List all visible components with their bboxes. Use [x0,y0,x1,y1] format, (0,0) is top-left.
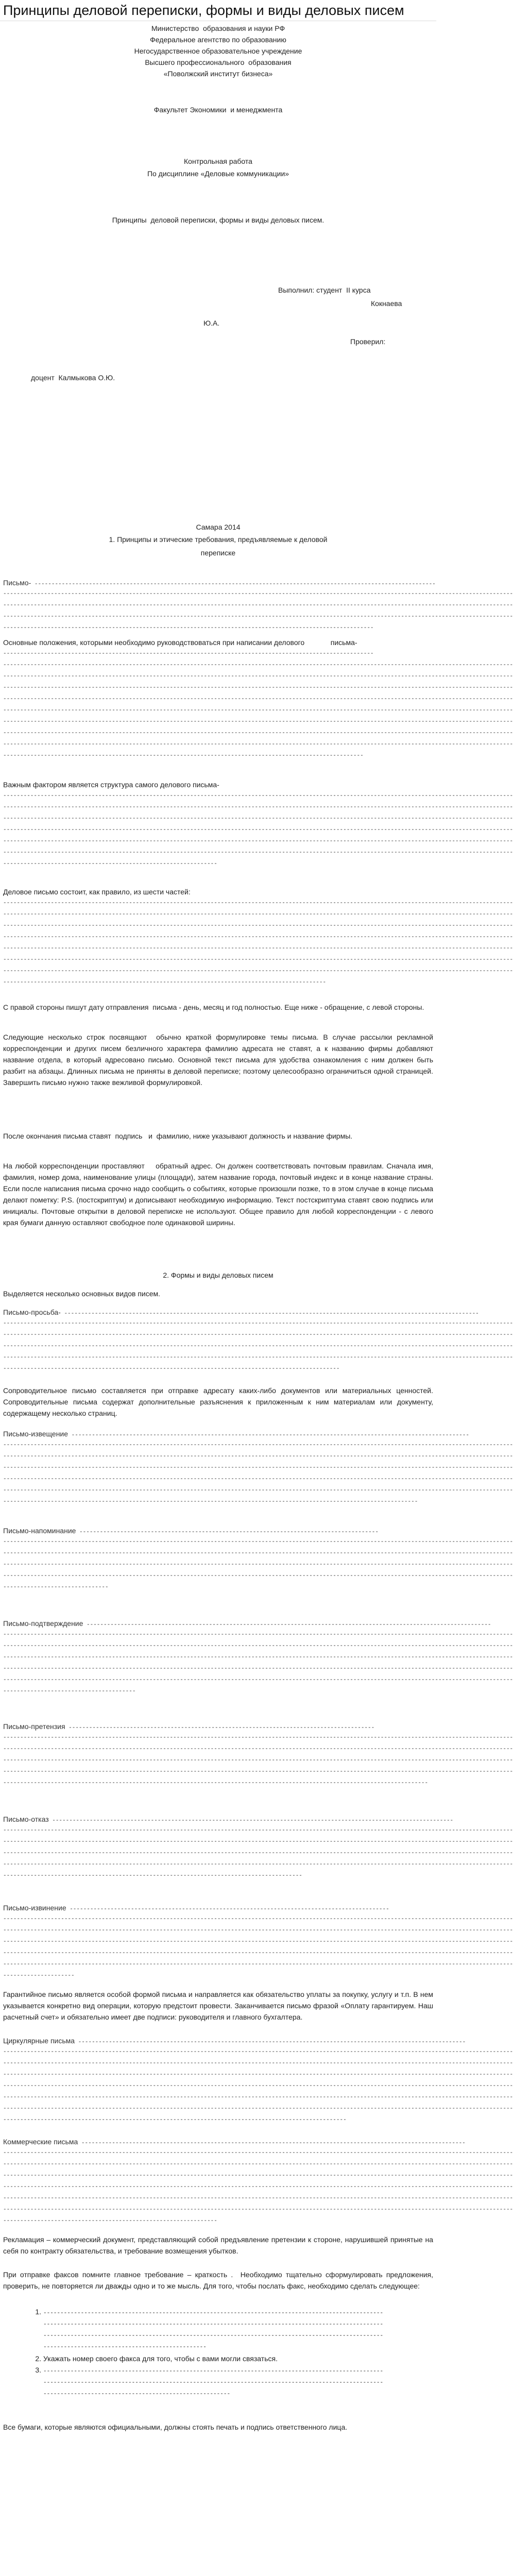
circular-letter-block: Циркулярные письма ------------------------------------------------------------------------------------------------------------------ ------------------------------------------------------------------------------------------------------------------------------------------------------ ------------------------------------------------------------------------------------------------------------------------------------------------------ ------------------------------------------------------------------------------------------------------------------------------------------------------ ------------------------------------------------------------------------------------------------------------------------------------------------------ ------------------------------------------------------------------------------------------------------------------------------------------------------ ------------------------------------------------------------------------------------------------------------------------------------------------------ ----------------------------------------------------------------------------------------------------- [3,2037,513,2123]
label-reminder: Письмо-напоминание [3,1527,76,1535]
topic: Принципы деловой переписки, формы и виды деловых писем. [112,216,324,224]
structure-text: Важным фактором является структура самого делового письма- [3,781,219,789]
student-label: Выполнил: студент II курса [278,286,371,294]
notice-letter-block: Письмо-извещение --------------------------------------------------------------------------------------------------------------------- ------------------------------------------------------------------------------------------------------------------------------------------------------ ------------------------------------------------------------------------------------------------------------------------------------------------------ ------------------------------------------------------------------------------------------------------------------------------------------------------ ------------------------------------------------------------------------------------------------------------------------------------------------------ ------------------------------------------------------------------------------------------------------------------------------------------------------ -------------------------------------------------------------------------------------------------------------------------- [3,1430,513,1505]
paragraph: Рекламация – коммерческий документ, представляющий собой предъявление претензии к стороне, нарушившей принятые на себя по контракту обязательства, и требование возмещения убытков. [3,2235,435,2255]
label-claim: Письмо-претензия [3,1722,65,1731]
claim-letter-block: Письмо-претензия ------------------------------------------------------------------------------------------ ------------------------------------------------------------------------------------------------------------------------------------------------------ ------------------------------------------------------------------------------------------------------------------------------------------------------ ------------------------------------------------------------------------------------------------------------------------------------------------------ ------------------------------------------------------------------------------------------------------------------------------------------------------ ----------------------------------------------------------------------------------------------------------------------------- [3,1722,513,1786]
kinds-intro: Выделяется несколько основных видов писем. [3,1290,161,1298]
section-title-cont: переписке [200,549,236,557]
six-parts: Деловое письмо состоит, как правило, из шести частей: [3,888,191,896]
label-apology: Письмо-извинение [3,1904,66,1912]
paragraph: Сопроводительное письмо составляется при отправке адресату каких-либо документов или материальных ценностей. Сопроводительные письма содержат дополнительные разъяснения к приложенным к ним материалам или документу, содержащему несколько страниц. [3,1386,435,1417]
commercial-letter-block: Коммерческие письма ----------------------------------------------------------------------------------------------------------------- ------------------------------------------------------------------------------------------------------------------------------------------------------ ------------------------------------------------------------------------------------------------------------------------------------------------------ ------------------------------------------------------------------------------------------------------------------------------------------------------ ------------------------------------------------------------------------------------------------------------------------------------------------------ ------------------------------------------------------------------------------------------------------------------------------------------------------ ------------------------------------------------------------------------------------------------------------------------------------------------------ --------------------------------------------------------------- [3,2138,513,2224]
paragraph: Следующие несколько строк посвящают обычно краткой формулировке темы письма. В случае рассылки рекламной корреспонденции и других писем безличного характера фамилию адресата не ставят, а к названию фирмы добавляют название отдела, в который адресовано письмо. Основной текст письма для удобства ознакомления с ним должен быть разбит на абзацы. Длинных письма не приняты в деловой переписке; поэтому целесообразно ограничиться одной страницей. Завершить письмо нужно также вежливой формулировкой. [3,1033,435,1087]
label-commercial: Коммерческие письма [3,2138,78,2146]
filler-lines: ------------------------------------------------------------------------------------------------------------- ------------------------------------------------------------------------------------------------------------------------------------------------------ ------------------------------------------------------------------------------------------------------------------------------------------------------ ------------------------------------------------------------------------------------------------------------------------------------------------------ ------------------------------------------------------------------------------------------------------------------------------------------------------ ------------------------------------------------------------------------------------------------------------------------------------------------------ ------------------------------------------------------------------------------------------------------------------------------------------------------ ------------------------------------------------------------------------------------------------------------------------------------------------------ ------------------------------------------------------------------------------------------------------------------------------------------------------ ---------------------------------------------------------------------------------------------------------- [3,651,513,759]
label-request: Письмо-просьба- [3,1308,61,1316]
basic-positions: Основные положения, которыми необходимо руководствоваться при написании делового письма- [3,638,357,647]
checker-name: доцент Калмыкова О.Ю. [31,374,115,382]
header-line: Министерство образования и науки РФ [151,24,285,32]
paragraph: Все бумаги, которые являются официальными, должны стоять печать и подпись ответственного лица. [3,2423,348,2431]
refusal-letter-block: Письмо-отказ ---------------------------------------------------------------------------------------------------------------------- ------------------------------------------------------------------------------------------------------------------------------------------------------ ------------------------------------------------------------------------------------------------------------------------------------------------------ ------------------------------------------------------------------------------------------------------------------------------------------------------ ------------------------------------------------------------------------------------------------------------------------------------------------------ ---------------------------------------------------------------------------------------- [3,1815,513,1879]
list-item: 3. ---------------------------------------------------------------------------------------------------- ---------------------------------------------------------------------------------------------------- ------------------------------------------------------- [43,2364,440,2400]
label-refusal: Письмо-отказ [3,1815,49,1823]
paragraph: С правой стороны пишут дату отправления письма - день, месяц и год полностью. Еще ниже - обращение, с левой стороны. [3,1003,424,1011]
paragraph: После окончания письма ставят подпись и фамилию, ниже указывают должность и название фирмы. [3,1132,353,1140]
label-letter: Письмо- [3,579,31,587]
letter-definition-block: Письмо- ---------------------------------------------------------------------------------------------------------------------- ------------------------------------------------------------------------------------------------------------------------------------------------------ ------------------------------------------------------------------------------------------------------------------------------------------------------ ------------------------------------------------------------------------------------------------------------------------------------------------------ ------------------------------------------------------------------------------------------------------------- [3,579,513,631]
list-item: 1. ---------------------------------------------------------------------------------------------------- ---------------------------------------------------------------------------------------------------- ---------------------------------------------------------------------------------------------------- ------------------------------------------------ [43,2306,440,2353]
student-initials: Ю.А. [203,319,220,327]
section-title: 1. Принципы и этические требования, предъявляемые к деловой [109,535,328,544]
paragraph: Гарантийное письмо является особой формой письма и направляется как обязательство уплаты за покупку, услугу и т.п. В нем указывается конкретно вид операции, которую предстоит провести. Заканчивается письмо фразой «Оплату гарантируем. Наш расчетный счет» и обязательно имеет две подписи: руководителя и главного бухгалтера. [3,1990,435,2021]
label-notice: Письмо-извещение [3,1430,69,1438]
discipline: По дисциплине «Деловые коммуникации» [147,170,289,178]
list-item: 2. Укажать номер своего факса для того, чтобы с вами могли связаться. [43,2353,440,2364]
page-title: Принципы деловой переписки, формы и виды деловых писем [3,3,404,18]
work-type: Контрольная работа [184,157,252,165]
label-confirm: Письмо-подтверждение [3,1619,83,1628]
paragraph: На любой корреспонденции проставляют обратный адрес. Он должен соответствовать почтовым правилам. Сначала имя, фамилия, номер дома, наименование улицы (площади), затем название города, почтовый индекс и в конце название страны. Если после написания письма срочно надо сообщить о событиях, которые произошли позже, то в этом случае в конце письма делают пометку: P.S. (постскриптум) и дописывают необходимую информацию. Текст постскриптума ставят свою подпись или инициалы. Почтовые открытки в деловой переписке не используют. Общее правило для любой корреспонденции - с левого края бумаги данную оставляют свободное поле одинаковой ширины. [3,1162,435,1227]
confirm-letter-block: Письмо-подтверждение ----------------------------------------------------------------------------------------------------------------------- ------------------------------------------------------------------------------------------------------------------------------------------------------ ------------------------------------------------------------------------------------------------------------------------------------------------------ ------------------------------------------------------------------------------------------------------------------------------------------------------ ------------------------------------------------------------------------------------------------------------------------------------------------------ ------------------------------------------------------------------------------------------------------------------------------------------------------ --------------------------------------- [3,1619,513,1694]
city-year: Самара 2014 [196,523,241,531]
checked-label: Проверил: [350,337,386,346]
filler-lines: ------------------------------------------------------------------------------------------------------------------------------------------------------ ------------------------------------------------------------------------------------------------------------------------------------------------------ ------------------------------------------------------------------------------------------------------------------------------------------------------ ------------------------------------------------------------------------------------------------------------------------------------------------------ ------------------------------------------------------------------------------------------------------------------------------------------------------ ------------------------------------------------------------------------------------------------------------------------------------------------------ --------------------------------------------------------------- [3,793,513,867]
reminder-letter-block: Письмо-напоминание ---------------------------------------------------------------------------------------- ------------------------------------------------------------------------------------------------------------------------------------------------------ ------------------------------------------------------------------------------------------------------------------------------------------------------ ------------------------------------------------------------------------------------------------------------------------------------------------------ ------------------------------------------------------------------------------------------------------------------------------------------------------ ------------------------------- [3,1527,513,1590]
header-line: Высшего профессионального образования [145,58,292,66]
faculty: Факультет Экономики и менеджмента [153,106,283,114]
fax-steps-list [31,2306,440,2400]
header-line: Негосударственное образовательное учреждение [134,47,302,55]
student-name: Кокнаева [371,299,402,308]
header-line: Федеральное агентство по образованию [150,36,286,44]
label-circular: Циркулярные письма [3,2037,75,2045]
filler-lines: ------------------------------------------------------------------------------------------------------------------------------------------------------ ------------------------------------------------------------------------------------------------------------------------------------------------------ ------------------------------------------------------------------------------------------------------------------------------------------------------ ------------------------------------------------------------------------------------------------------------------------------------------------------ ------------------------------------------------------------------------------------------------------------------------------------------------------ ------------------------------------------------------------------------------------------------------------------------------------------------------ ------------------------------------------------------------------------------------------------------------------------------------------------------ ----------------------------------------------------------------------------------------------- [3,900,513,986]
request-letter-block: Письмо-просьба- -------------------------------------------------------------------------------------------------------------------------- ------------------------------------------------------------------------------------------------------------------------------------------------------ ------------------------------------------------------------------------------------------------------------------------------------------------------ ------------------------------------------------------------------------------------------------------------------------------------------------------ ------------------------------------------------------------------------------------------------------------------------------------------------------ --------------------------------------------------------------------------------------------------- [3,1308,513,1372]
header-line: «Поволжский институт бизнеса» [163,70,273,78]
paragraph: При отправке факсов помните главное требование – краткость . Необходимо тщательно сформулировать предложения, проверить, не повторяется ли дважды одно и то же мысль. Для того, чтобы послать факс, необходимо сделать следующее: [3,2270,435,2290]
apology-letter-block: Письмо-извинение ---------------------------------------------------------------------------------------------- ------------------------------------------------------------------------------------------------------------------------------------------------------ ------------------------------------------------------------------------------------------------------------------------------------------------------ ------------------------------------------------------------------------------------------------------------------------------------------------------ ------------------------------------------------------------------------------------------------------------------------------------------------------ ------------------------------------------------------------------------------------------------------------------------------------------------------ --------------------- [3,1904,513,1979]
section-title: 2. Формы и виды деловых писем [163,1271,273,1279]
